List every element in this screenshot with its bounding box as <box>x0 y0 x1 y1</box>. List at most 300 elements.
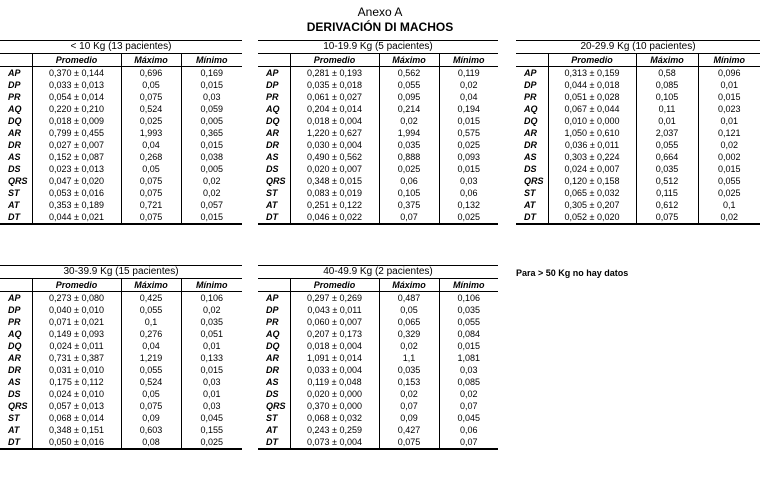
table-cell: 1,994 <box>379 127 439 139</box>
table-cell: 0,024 ± 0,010 <box>32 388 121 400</box>
table-cell: 0,018 ± 0,004 <box>290 340 379 352</box>
table-cell: 0,075 <box>121 175 181 187</box>
table-cell: 0,243 ± 0,259 <box>290 424 379 436</box>
table-cell: 0,490 ± 0,562 <box>290 151 379 163</box>
table-row <box>0 139 242 151</box>
row-label: DP <box>266 305 279 315</box>
table-cell: 0,055 <box>636 139 698 151</box>
table-cell: 0,093 <box>439 151 498 163</box>
table-cell: 0,060 ± 0,007 <box>290 316 379 328</box>
column-header: Mínimo <box>439 279 498 292</box>
table-cell: 0,096 <box>698 67 760 80</box>
table-cell: 0,1 <box>121 316 181 328</box>
table-row <box>258 67 498 80</box>
table-cell: 0,057 ± 0,013 <box>32 400 121 412</box>
table-row <box>0 79 242 91</box>
table-header-row <box>0 54 242 67</box>
table-cell: 0,153 <box>379 376 439 388</box>
table-cell: 0,273 ± 0,080 <box>32 292 121 305</box>
table-cell: 0,045 <box>181 412 242 424</box>
row-label: AP <box>524 68 537 78</box>
table-cell: 0,005 <box>181 163 242 175</box>
table-cell: 0,075 <box>121 91 181 103</box>
table-block <box>0 265 242 450</box>
table-cell: 0,05 <box>121 163 181 175</box>
row-label: DT <box>0 436 32 449</box>
table-cell: 0,02 <box>439 79 498 91</box>
table-cell: 0,073 ± 0,004 <box>290 436 379 449</box>
table-cell: 0,155 <box>181 424 242 436</box>
row-label: DT <box>258 436 290 449</box>
row-label: AQ <box>8 329 22 339</box>
table-cell: 1,219 <box>121 352 181 364</box>
row-label: PR <box>266 92 279 102</box>
table-row <box>516 163 760 175</box>
table-row <box>258 352 498 364</box>
table-row <box>258 187 498 199</box>
table-row <box>258 412 498 424</box>
table-row <box>0 151 242 163</box>
table-cell: 0,365 <box>181 127 242 139</box>
table-block <box>0 40 242 225</box>
table-cell: 0,353 ± 0,189 <box>32 199 121 211</box>
table-row <box>258 424 498 436</box>
table-cell: 0,06 <box>439 187 498 199</box>
table-cell: 0,046 ± 0,022 <box>290 211 379 224</box>
row-label: AQ <box>266 104 280 114</box>
table-cell: 0,068 ± 0,014 <box>32 412 121 424</box>
table-cell: 0,075 <box>636 211 698 224</box>
table-cell: 0,06 <box>379 175 439 187</box>
table-cell: 0,721 <box>121 199 181 211</box>
column-header: Máximo <box>379 54 439 67</box>
table-cell: 0,03 <box>181 400 242 412</box>
table-cell: 0,055 <box>698 175 760 187</box>
row-label: DQ <box>8 341 22 351</box>
row-label: AP <box>8 68 21 78</box>
table-cell: 0,268 <box>121 151 181 163</box>
table-cell: 0,027 ± 0,007 <box>32 139 121 151</box>
row-label: QRS <box>266 176 286 186</box>
table-cell: 0,133 <box>181 352 242 364</box>
column-header: Promedio <box>32 279 121 292</box>
table-cell: 0,035 <box>636 163 698 175</box>
table-row <box>258 103 498 115</box>
table-cell: 0,370 ± 0,000 <box>290 400 379 412</box>
table-cell: 0,149 ± 0,093 <box>32 328 121 340</box>
table-row <box>258 436 498 449</box>
table-cell: 0,071 ± 0,021 <box>32 316 121 328</box>
row-label: AP <box>8 293 21 303</box>
column-header <box>516 54 548 67</box>
row-label: AT <box>266 200 278 210</box>
row-label: DP <box>8 305 21 315</box>
row-label: DR <box>266 140 279 150</box>
table-cell: 0,033 ± 0,004 <box>290 364 379 376</box>
table-cell: 0,207 ± 0,173 <box>290 328 379 340</box>
table-cell: 0,083 ± 0,019 <box>290 187 379 199</box>
table-cell: 0,084 <box>439 328 498 340</box>
row-label: AT <box>8 200 20 210</box>
row-label: AR <box>524 128 537 138</box>
table-cell: 1,993 <box>121 127 181 139</box>
table-cell: 0,075 <box>379 436 439 449</box>
table-cell: 0,152 ± 0,087 <box>32 151 121 163</box>
row-label: DQ <box>524 116 538 126</box>
table-cell: 0,025 <box>181 436 242 449</box>
row-label: ST <box>8 413 20 423</box>
table-cell: 0,015 <box>439 340 498 352</box>
data-table <box>0 278 242 450</box>
table-cell: 0,07 <box>439 400 498 412</box>
table-row <box>258 211 498 224</box>
column-header: Mínimo <box>181 279 242 292</box>
table-cell: 0,015 <box>181 139 242 151</box>
table-cell: 0,010 ± 0,000 <box>548 115 636 127</box>
table-cell: 0,119 <box>439 67 498 80</box>
table-cell: 0,035 ± 0,018 <box>290 79 379 91</box>
table-cell: 0,054 ± 0,014 <box>32 91 121 103</box>
row-label: PR <box>8 92 21 102</box>
table-row <box>516 79 760 91</box>
table-header-row <box>516 54 760 67</box>
table-row <box>0 304 242 316</box>
table-row <box>0 163 242 175</box>
table-row <box>0 376 242 388</box>
table-cell: 0,035 <box>439 304 498 316</box>
table-row <box>258 115 498 127</box>
table-cell: 0,024 ± 0,007 <box>548 163 636 175</box>
table-row <box>0 340 242 352</box>
table-cell: 1,091 ± 0,014 <box>290 352 379 364</box>
table-cell: 0,305 ± 0,207 <box>548 199 636 211</box>
annex-label: Anexo A <box>357 5 403 19</box>
table-cell: 0,04 <box>121 139 181 151</box>
table-block-title: 40-49.9 Kg (2 pacientes) <box>258 265 498 278</box>
row-label: DT <box>258 211 290 224</box>
table-cell: 0,562 <box>379 67 439 80</box>
table-cell: 0,01 <box>181 388 242 400</box>
row-label: ST <box>266 188 278 198</box>
table-cell: 0,375 <box>379 199 439 211</box>
table-cell: 2,037 <box>636 127 698 139</box>
table-row <box>516 127 760 139</box>
table-cell: 0,031 ± 0,010 <box>32 364 121 376</box>
table-row <box>0 436 242 449</box>
table-cell: 0,023 ± 0,013 <box>32 163 121 175</box>
table-cell: 0,038 <box>181 151 242 163</box>
table-cell: 0,044 ± 0,021 <box>32 211 121 224</box>
row-label: AS <box>266 377 279 387</box>
data-table <box>0 53 242 225</box>
table-cell: 0,01 <box>698 115 760 127</box>
table-cell: 0,11 <box>636 103 698 115</box>
table-row <box>258 91 498 103</box>
table-cell: 0,02 <box>379 388 439 400</box>
table-block <box>258 40 498 225</box>
row-label: DP <box>524 80 537 90</box>
table-row <box>516 211 760 224</box>
table-cell: 0,603 <box>121 424 181 436</box>
table-cell: 0,025 <box>439 139 498 151</box>
table-header-row <box>258 279 498 292</box>
table-cell: 0,02 <box>181 175 242 187</box>
table-cell: 0,220 ± 0,210 <box>32 103 121 115</box>
table-cell: 0,214 <box>379 103 439 115</box>
table-row <box>0 211 242 224</box>
table-cell: 0,121 <box>698 127 760 139</box>
table-cell: 0,025 <box>379 163 439 175</box>
table-cell: 0,132 <box>439 199 498 211</box>
table-cell: 0,044 ± 0,018 <box>548 79 636 91</box>
row-label: AQ <box>266 329 280 339</box>
table-cell: 0,169 <box>181 67 242 80</box>
table-row <box>0 175 242 187</box>
column-header: Mínimo <box>181 54 242 67</box>
table-cell: 0,07 <box>379 211 439 224</box>
row-label: PR <box>266 317 279 327</box>
table-cell: 0,313 ± 0,159 <box>548 67 636 80</box>
table-cell: 1,050 ± 0,610 <box>548 127 636 139</box>
table-cell: 0,105 <box>379 187 439 199</box>
table-row <box>258 292 498 305</box>
table-cell: 0,018 ± 0,004 <box>290 115 379 127</box>
table-cell: 0,002 <box>698 151 760 163</box>
table-row <box>258 328 498 340</box>
table-header-row <box>258 54 498 67</box>
column-header: Mínimo <box>439 54 498 67</box>
table-cell: 0,888 <box>379 151 439 163</box>
table-row <box>0 91 242 103</box>
row-label: DQ <box>266 341 280 351</box>
table-block <box>516 40 760 225</box>
column-header <box>0 279 32 292</box>
table-row <box>516 115 760 127</box>
table-cell: 0,370 ± 0,144 <box>32 67 121 80</box>
table-cell: 0,067 ± 0,044 <box>548 103 636 115</box>
table-cell: 0,799 ± 0,455 <box>32 127 121 139</box>
table-cell: 0,015 <box>181 79 242 91</box>
table-cell: 0,07 <box>379 400 439 412</box>
row-label: DS <box>266 389 279 399</box>
row-label: AS <box>524 152 537 162</box>
row-label: DR <box>8 365 21 375</box>
table-cell: 0,251 ± 0,122 <box>290 199 379 211</box>
row-label: ST <box>524 188 536 198</box>
table-cell: 0,07 <box>439 436 498 449</box>
table-cell: 0,348 ± 0,151 <box>32 424 121 436</box>
table-row <box>258 163 498 175</box>
table-cell: 0,106 <box>439 292 498 305</box>
table-row <box>0 127 242 139</box>
table-row <box>516 91 760 103</box>
table-cell: 0,075 <box>121 187 181 199</box>
table-block-title: 20-29.9 Kg (10 pacientes) <box>516 40 760 53</box>
table-cell: 0,045 <box>439 412 498 424</box>
table-cell: 0,059 <box>181 103 242 115</box>
no-data-note: Para > 50 Kg no hay datos <box>516 268 629 278</box>
table-cell: 0,051 <box>181 328 242 340</box>
table-row <box>258 151 498 163</box>
table-cell: 0,09 <box>121 412 181 424</box>
table-cell: 0,05 <box>121 79 181 91</box>
table-cell: 0,297 ± 0,269 <box>290 292 379 305</box>
column-header: Máximo <box>379 279 439 292</box>
table-cell: 0,04 <box>121 340 181 352</box>
table-row <box>516 139 760 151</box>
table-cell: 0,065 ± 0,032 <box>548 187 636 199</box>
table-cell: 0,09 <box>379 412 439 424</box>
row-label: DT <box>516 211 548 224</box>
table-cell: 0,015 <box>439 115 498 127</box>
table-cell: 0,025 <box>698 187 760 199</box>
row-label: AP <box>266 293 279 303</box>
table-cell: 0,020 ± 0,000 <box>290 388 379 400</box>
table-cell: 0,025 <box>439 211 498 224</box>
row-label: PR <box>524 92 537 102</box>
table-cell: 0,02 <box>698 211 760 224</box>
table-row <box>516 187 760 199</box>
table-cell: 0,58 <box>636 67 698 80</box>
table-cell: 0,276 <box>121 328 181 340</box>
table-row <box>0 352 242 364</box>
table-cell: 0,115 <box>636 187 698 199</box>
table-row <box>0 67 242 80</box>
row-label: AQ <box>8 104 22 114</box>
table-cell: 0,015 <box>698 91 760 103</box>
table-cell: 0,03 <box>439 364 498 376</box>
table-cell: 1,1 <box>379 352 439 364</box>
table-row <box>258 175 498 187</box>
row-label: QRS <box>524 176 544 186</box>
table-cell: 0,047 ± 0,020 <box>32 175 121 187</box>
row-label: PR <box>8 317 21 327</box>
table-cell: 0,061 ± 0,027 <box>290 91 379 103</box>
row-label: DS <box>524 164 537 174</box>
row-label: AP <box>266 68 279 78</box>
table-cell: 0,035 <box>379 139 439 151</box>
table-row <box>0 199 242 211</box>
table-cell: 0,194 <box>439 103 498 115</box>
table-cell: 0,068 ± 0,032 <box>290 412 379 424</box>
table-cell: 0,043 ± 0,011 <box>290 304 379 316</box>
table-row <box>0 364 242 376</box>
column-header: Promedio <box>548 54 636 67</box>
row-label: AR <box>8 353 21 363</box>
row-label: AT <box>8 425 20 435</box>
row-label: DS <box>8 164 21 174</box>
table-cell: 0,035 <box>181 316 242 328</box>
table-cell: 0,015 <box>698 163 760 175</box>
table-cell: 0,025 <box>121 115 181 127</box>
table-block-title: < 10 Kg (13 pacientes) <box>0 40 242 53</box>
row-label: AT <box>524 200 536 210</box>
table-row <box>0 412 242 424</box>
data-table <box>258 53 498 225</box>
row-label: DR <box>266 365 279 375</box>
column-header: Promedio <box>290 279 379 292</box>
table-row <box>258 199 498 211</box>
table-row <box>258 400 498 412</box>
table-cell: 0,303 ± 0,224 <box>548 151 636 163</box>
table-cell: 0,020 ± 0,007 <box>290 163 379 175</box>
table-cell: 0,051 ± 0,028 <box>548 91 636 103</box>
table-row <box>258 139 498 151</box>
table-row <box>0 388 242 400</box>
row-label: QRS <box>8 401 28 411</box>
table-cell: 0,05 <box>379 304 439 316</box>
table-cell: 0,057 <box>181 199 242 211</box>
table-cell: 0,348 ± 0,015 <box>290 175 379 187</box>
table-block-title: 30-39.9 Kg (15 pacientes) <box>0 265 242 278</box>
table-cell: 1,220 ± 0,627 <box>290 127 379 139</box>
table-cell: 0,015 <box>439 163 498 175</box>
table-row <box>0 187 242 199</box>
table-cell: 0,030 ± 0,004 <box>290 139 379 151</box>
row-label: DR <box>524 140 537 150</box>
row-label: DT <box>0 211 32 224</box>
table-cell: 0,01 <box>181 340 242 352</box>
table-row <box>258 79 498 91</box>
table-row <box>0 400 242 412</box>
row-label: AS <box>8 152 21 162</box>
table-cell: 0,015 <box>181 211 242 224</box>
table-cell: 0,731 ± 0,387 <box>32 352 121 364</box>
table-cell: 0,075 <box>121 400 181 412</box>
table-row <box>0 424 242 436</box>
table-cell: 0,085 <box>636 79 698 91</box>
table-cell: 0,204 ± 0,014 <box>290 103 379 115</box>
table-cell: 0,055 <box>439 316 498 328</box>
table-cell: 0,035 <box>379 364 439 376</box>
row-label: DQ <box>8 116 22 126</box>
row-label: DQ <box>266 116 280 126</box>
column-header: Promedio <box>32 54 121 67</box>
data-table <box>516 53 760 225</box>
table-cell: 0,052 ± 0,020 <box>548 211 636 224</box>
row-label: AS <box>266 152 279 162</box>
column-header <box>258 54 290 67</box>
table-cell: 1,081 <box>439 352 498 364</box>
table-cell: 0,02 <box>439 388 498 400</box>
row-label: DS <box>266 164 279 174</box>
table-cell: 0,02 <box>379 115 439 127</box>
table-cell: 0,119 ± 0,048 <box>290 376 379 388</box>
table-row <box>258 364 498 376</box>
table-row <box>516 199 760 211</box>
table-cell: 0,06 <box>439 424 498 436</box>
table-cell: 0,055 <box>121 304 181 316</box>
table-cell: 0,03 <box>181 376 242 388</box>
column-header: Máximo <box>121 54 181 67</box>
table-cell: 0,120 ± 0,158 <box>548 175 636 187</box>
table-cell: 0,065 <box>379 316 439 328</box>
column-header <box>258 279 290 292</box>
table-row <box>516 151 760 163</box>
table-cell: 0,105 <box>636 91 698 103</box>
table-cell: 0,02 <box>181 304 242 316</box>
table-row <box>516 103 760 115</box>
table-row <box>0 328 242 340</box>
table-cell: 0,524 <box>121 103 181 115</box>
table-cell: 0,612 <box>636 199 698 211</box>
table-row <box>258 127 498 139</box>
table-cell: 0,1 <box>698 199 760 211</box>
table-cell: 0,01 <box>698 79 760 91</box>
column-header: Máximo <box>121 279 181 292</box>
table-row <box>0 316 242 328</box>
table-cell: 0,487 <box>379 292 439 305</box>
